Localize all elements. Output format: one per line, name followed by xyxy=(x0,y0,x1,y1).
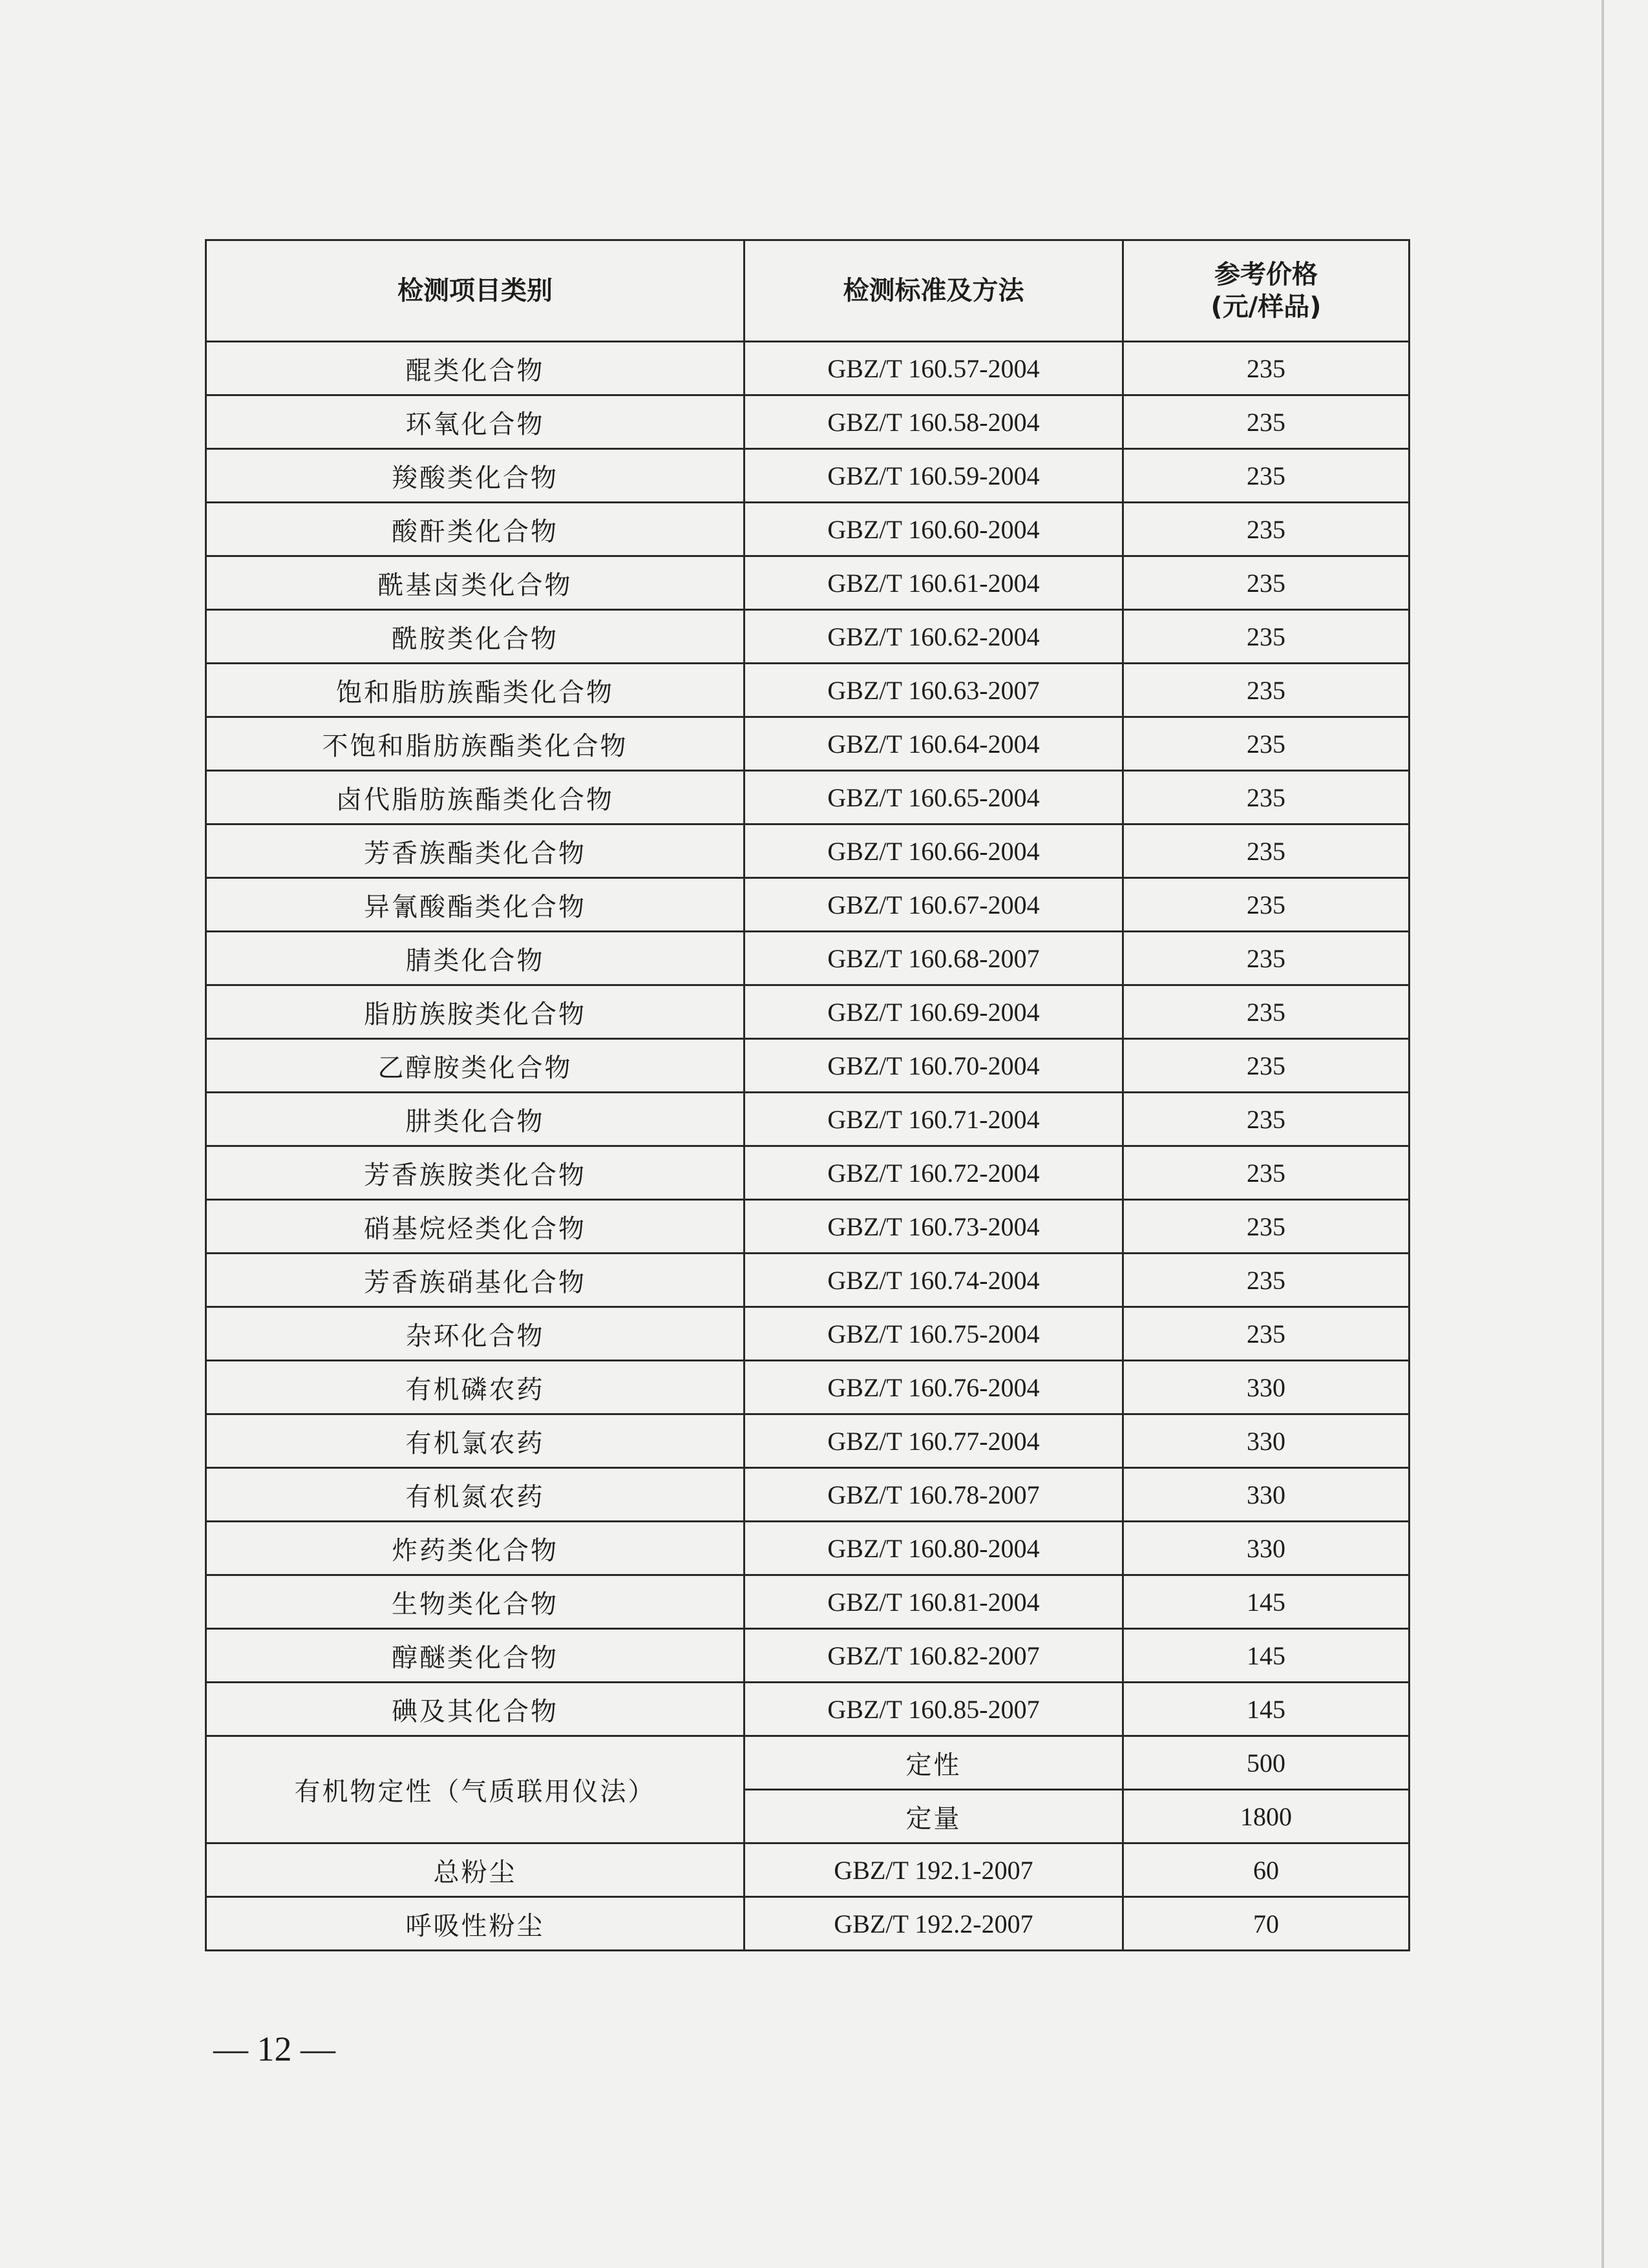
category-cell: 醌类化合物 xyxy=(206,342,745,395)
category-cell: 硝基烷烃类化合物 xyxy=(206,1200,745,1254)
organic-qualitative-label: 定性 xyxy=(745,1736,1123,1790)
category-cell: 杂环化合物 xyxy=(206,1307,745,1361)
category-cell: 饱和脂肪族酯类化合物 xyxy=(206,664,745,717)
category-cell: 芳香族胺类化合物 xyxy=(206,1146,745,1200)
table-row xyxy=(206,932,1410,985)
table-row xyxy=(206,1414,1410,1468)
table-body xyxy=(206,342,1410,1951)
price-cell: 235 xyxy=(1123,1200,1410,1254)
price-cell: 235 xyxy=(1123,1254,1410,1307)
category-cell: 碘及其化合物 xyxy=(206,1683,745,1736)
price-table xyxy=(205,239,1410,1951)
table-row xyxy=(206,556,1410,610)
header-price xyxy=(1123,240,1410,342)
table-row xyxy=(206,1897,1410,1951)
table-row xyxy=(206,1361,1410,1414)
table-row-organic xyxy=(206,1736,1410,1790)
table-row xyxy=(206,1522,1410,1575)
table-row xyxy=(206,1200,1410,1254)
page-edge-shadow xyxy=(1601,0,1604,2268)
table-row xyxy=(206,342,1410,395)
table-row xyxy=(206,1629,1410,1683)
table-row xyxy=(206,1683,1410,1736)
price-cell: 145 xyxy=(1123,1575,1410,1629)
table-header-row xyxy=(206,240,1410,342)
price-cell: 235 xyxy=(1123,1093,1410,1146)
price-cell: 70 xyxy=(1123,1897,1410,1951)
table-row xyxy=(206,717,1410,771)
organic-category-cell: 有机物定性（气质联用仪法） xyxy=(206,1736,745,1843)
category-cell: 乙醇胺类化合物 xyxy=(206,1039,745,1093)
category-cell: 醇醚类化合物 xyxy=(206,1629,745,1683)
header-price-line1: 参考价格 xyxy=(1214,260,1318,289)
category-cell: 腈类化合物 xyxy=(206,932,745,985)
table-row xyxy=(206,395,1410,449)
price-cell: 60 xyxy=(1123,1843,1410,1897)
method-cell: GBZ/T 160.68-2007 xyxy=(745,932,1123,985)
category-cell: 有机氯农药 xyxy=(206,1414,745,1468)
method-cell: GBZ/T 192.2-2007 xyxy=(745,1897,1123,1951)
price-cell: 235 xyxy=(1123,985,1410,1039)
price-cell: 330 xyxy=(1123,1414,1410,1468)
category-cell: 异氰酸酯类化合物 xyxy=(206,878,745,932)
table-row xyxy=(206,1146,1410,1200)
method-cell: GBZ/T 160.62-2004 xyxy=(745,610,1123,664)
table-row xyxy=(206,1039,1410,1093)
method-cell: GBZ/T 192.1-2007 xyxy=(745,1843,1123,1897)
table-row xyxy=(206,1093,1410,1146)
price-cell: 235 xyxy=(1123,932,1410,985)
category-cell: 芳香族酯类化合物 xyxy=(206,824,745,878)
price-cell: 235 xyxy=(1123,878,1410,932)
price-cell: 330 xyxy=(1123,1522,1410,1575)
table-row xyxy=(206,449,1410,503)
method-cell: GBZ/T 160.60-2004 xyxy=(745,503,1123,556)
method-cell: GBZ/T 160.76-2004 xyxy=(745,1361,1123,1414)
method-cell: GBZ/T 160.69-2004 xyxy=(745,985,1123,1039)
table-row xyxy=(206,1254,1410,1307)
method-cell: GBZ/T 160.58-2004 xyxy=(745,395,1123,449)
category-cell: 羧酸类化合物 xyxy=(206,449,745,503)
category-cell: 有机磷农药 xyxy=(206,1361,745,1414)
table-row xyxy=(206,824,1410,878)
page-number: — 12 — xyxy=(213,2030,335,2068)
category-cell: 生物类化合物 xyxy=(206,1575,745,1629)
method-cell: GBZ/T 160.77-2004 xyxy=(745,1414,1123,1468)
price-cell: 235 xyxy=(1123,1146,1410,1200)
table-row xyxy=(206,1307,1410,1361)
method-cell: GBZ/T 160.74-2004 xyxy=(745,1254,1123,1307)
method-cell: GBZ/T 160.65-2004 xyxy=(745,771,1123,824)
header-price-line2: (元/样品) xyxy=(1210,292,1322,322)
category-cell: 酸酐类化合物 xyxy=(206,503,745,556)
table-row xyxy=(206,503,1410,556)
price-cell: 235 xyxy=(1123,824,1410,878)
method-cell: GBZ/T 160.57-2004 xyxy=(745,342,1123,395)
method-cell: GBZ/T 160.66-2004 xyxy=(745,824,1123,878)
table-row xyxy=(206,771,1410,824)
header-method: 检测标准及方法 xyxy=(745,240,1123,342)
category-cell: 炸药类化合物 xyxy=(206,1522,745,1575)
method-cell: GBZ/T 160.73-2004 xyxy=(745,1200,1123,1254)
category-cell: 总粉尘 xyxy=(206,1843,745,1897)
method-cell: GBZ/T 160.72-2004 xyxy=(745,1146,1123,1200)
price-cell: 330 xyxy=(1123,1361,1410,1414)
category-cell: 有机氮农药 xyxy=(206,1468,745,1522)
price-cell: 235 xyxy=(1123,449,1410,503)
table-row xyxy=(206,1468,1410,1522)
method-cell: GBZ/T 160.81-2004 xyxy=(745,1575,1123,1629)
category-cell: 酰胺类化合物 xyxy=(206,610,745,664)
table-row xyxy=(206,1575,1410,1629)
method-cell: GBZ/T 160.59-2004 xyxy=(745,449,1123,503)
price-cell: 235 xyxy=(1123,556,1410,610)
table-row xyxy=(206,878,1410,932)
category-cell: 呼吸性粉尘 xyxy=(206,1897,745,1951)
organic-qualitative-price: 500 xyxy=(1123,1736,1410,1790)
price-cell: 235 xyxy=(1123,395,1410,449)
organic-quantitative-label: 定量 xyxy=(745,1790,1123,1843)
table-row xyxy=(206,610,1410,664)
method-cell: GBZ/T 160.82-2007 xyxy=(745,1629,1123,1683)
price-cell: 145 xyxy=(1123,1629,1410,1683)
table-row xyxy=(206,985,1410,1039)
organic-quantitative-price: 1800 xyxy=(1123,1790,1410,1843)
method-cell: GBZ/T 160.75-2004 xyxy=(745,1307,1123,1361)
category-cell: 卤代脂肪族酯类化合物 xyxy=(206,771,745,824)
method-cell: GBZ/T 160.64-2004 xyxy=(745,717,1123,771)
category-cell: 肼类化合物 xyxy=(206,1093,745,1146)
price-cell: 235 xyxy=(1123,1307,1410,1361)
method-cell: GBZ/T 160.78-2007 xyxy=(745,1468,1123,1522)
price-cell: 235 xyxy=(1123,342,1410,395)
method-cell: GBZ/T 160.71-2004 xyxy=(745,1093,1123,1146)
price-cell: 330 xyxy=(1123,1468,1410,1522)
category-cell: 不饱和脂肪族酯类化合物 xyxy=(206,717,745,771)
price-cell: 145 xyxy=(1123,1683,1410,1736)
price-cell: 235 xyxy=(1123,771,1410,824)
method-cell: GBZ/T 160.70-2004 xyxy=(745,1039,1123,1093)
method-cell: GBZ/T 160.80-2004 xyxy=(745,1522,1123,1575)
category-cell: 脂肪族胺类化合物 xyxy=(206,985,745,1039)
category-cell: 酰基卤类化合物 xyxy=(206,556,745,610)
method-cell: GBZ/T 160.63-2007 xyxy=(745,664,1123,717)
category-cell: 芳香族硝基化合物 xyxy=(206,1254,745,1307)
category-cell: 环氧化合物 xyxy=(206,395,745,449)
price-cell: 235 xyxy=(1123,664,1410,717)
price-cell: 235 xyxy=(1123,717,1410,771)
price-cell: 235 xyxy=(1123,503,1410,556)
table-row xyxy=(206,1843,1410,1897)
price-cell: 235 xyxy=(1123,1039,1410,1093)
method-cell: GBZ/T 160.85-2007 xyxy=(745,1683,1123,1736)
method-cell: GBZ/T 160.67-2004 xyxy=(745,878,1123,932)
header-category: 检测项目类别 xyxy=(206,240,745,342)
price-cell: 235 xyxy=(1123,610,1410,664)
method-cell: GBZ/T 160.61-2004 xyxy=(745,556,1123,610)
table-row xyxy=(206,664,1410,717)
